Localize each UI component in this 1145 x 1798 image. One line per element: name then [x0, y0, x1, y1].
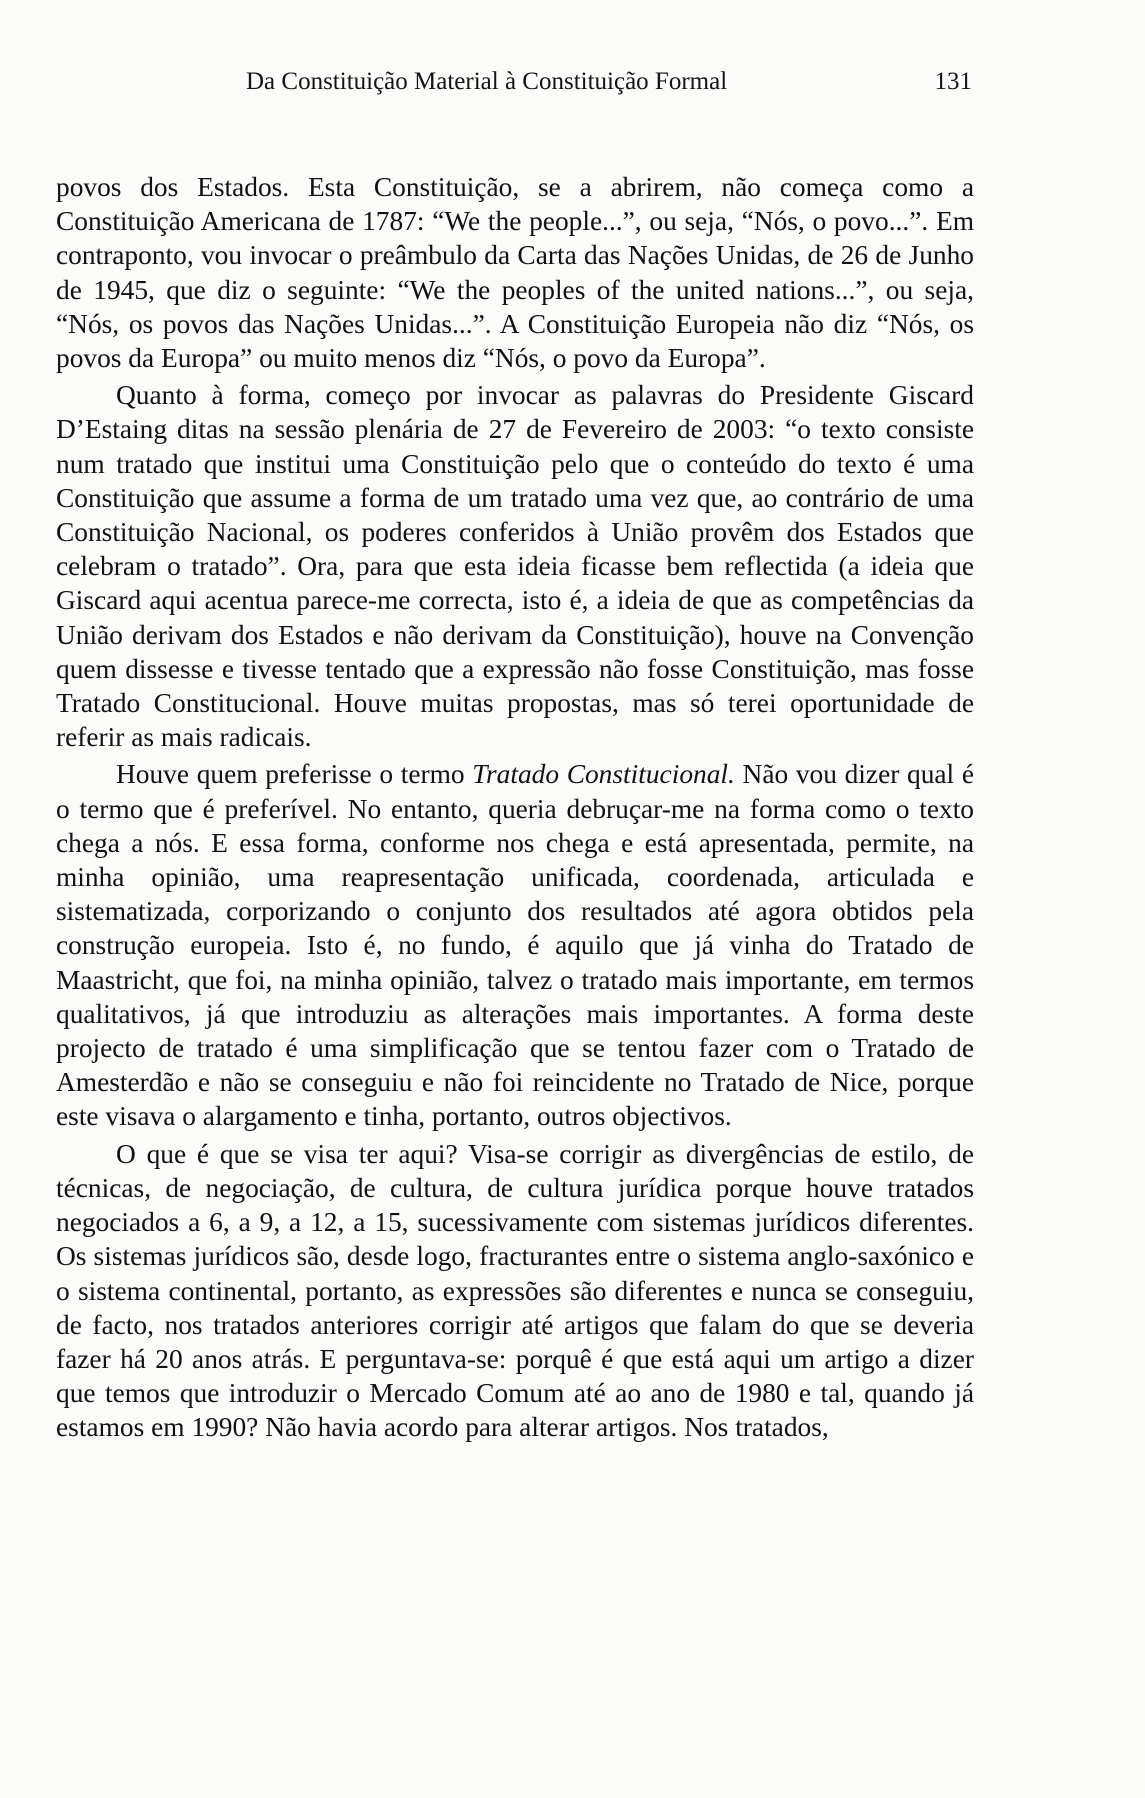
paragraph-3-start: Houve quem preferisse o termo [116, 759, 473, 790]
paragraph-3-rest: Não vou dizer qual é o termo que é preferível. No entanto, queria debruçar-me na forma como o texto chega a nós. E essa forma, conforme nos chega e está apresentada, permite, na minha opinião, uma reapresentação unificada, coordenada, articulada e sistematizada, corporizando o conjunto dos resultados até agora obtidos pela construção europeia. Isto é, no fundo, é aquilo que já vinha do Tratado de Maastricht, que foi, na minha opinião, talvez o tratado mais importante, em termos qualitativos, já que introduziu as alterações mais importantes. A forma deste projecto de tratado é uma simplificação que se tentou fazer com o Tratado de Amesterdão e não se conseguiu e não foi reincidente no Tratado de Nice, porque este visava o alargamento e tinha, portanto, outros objectivos. [56, 759, 974, 1132]
running-header [246, 68, 972, 108]
paragraph-1: povos dos Estados. Esta Constituição, se a abrirem, não começa como a Constituição Americana de 1787: “We the people...”, ou seja, “Nós, o povo...”. Em contraponto, vou invocar o preâmbulo da Carta das Nações Unidas, de 26 de Junho de 1945, que diz o seguinte: “We the peoples of the united nations...”, ou seja, “Nós, os povos das Nações Unidas...”. A Constituição Europeia não diz “Nós, os povos da Europa” ou muito menos diz “Nós, o povo da Europa”. [56, 172, 974, 374]
paragraph-2: Quanto à forma, começo por invocar as palavras do Presidente Giscard D’Estaing ditas na sessão plenária de 27 de Fevereiro de 2003: “o texto consiste num tratado que institui uma Constituição pelo que o conteúdo do texto é uma Constituição que assume a forma de um tratado uma vez que, ao contrário de uma Constituição Nacional, os poderes conferidos à União provêm dos Estados que celebram o tratado”. Ora, para que esta ideia ficasse bem reflectida (a ideia que Giscard aqui acentua parece-me correcta, isto é, a ideia de que as competências da União derivam dos Estados e não derivam da Constituição), houve na Convenção quem dissesse e tivesse tentado que a expressão não fosse Constituição, mas fosse Tratado Constitucional. Houve muitas propostas, mas só terei oportunidade de referir as mais radicais. [56, 380, 974, 753]
paragraph-4: O que é que se visa ter aqui? Visa-se corrigir as divergências de estilo, de técnicas, de negociação, de cultura, de cultura jurídica porque houve tratados negociados a 6, a 9, a 12, a 15, sucessivamente com sistemas jurídicos diferentes. Os sistemas jurídicos são, desde logo, fracturantes entre o sistema anglo-saxónico e o sistema continental, portanto, as expressões são diferentes e nunca se conseguiu, de facto, nos tratados anteriores corrigir até artigos que falam do que se deveria fazer há 20 anos atrás. E perguntava-se: porquê é que está aqui um artigo a dizer que temos que introduzir o Mercado Comum até ao ano de 1980 e tal, quando já estamos em 1990? Não havia acordo para alterar artigos. Nos tratados, [56, 1138, 974, 1443]
page-number: 131 [934, 68, 972, 95]
running-title: Da Constituição Material à Constituição Formal [246, 68, 728, 95]
body-text [56, 170, 974, 1448]
paragraph-3 [56, 757, 974, 1133]
italic-term: Tratado Constitucional. [472, 759, 735, 790]
